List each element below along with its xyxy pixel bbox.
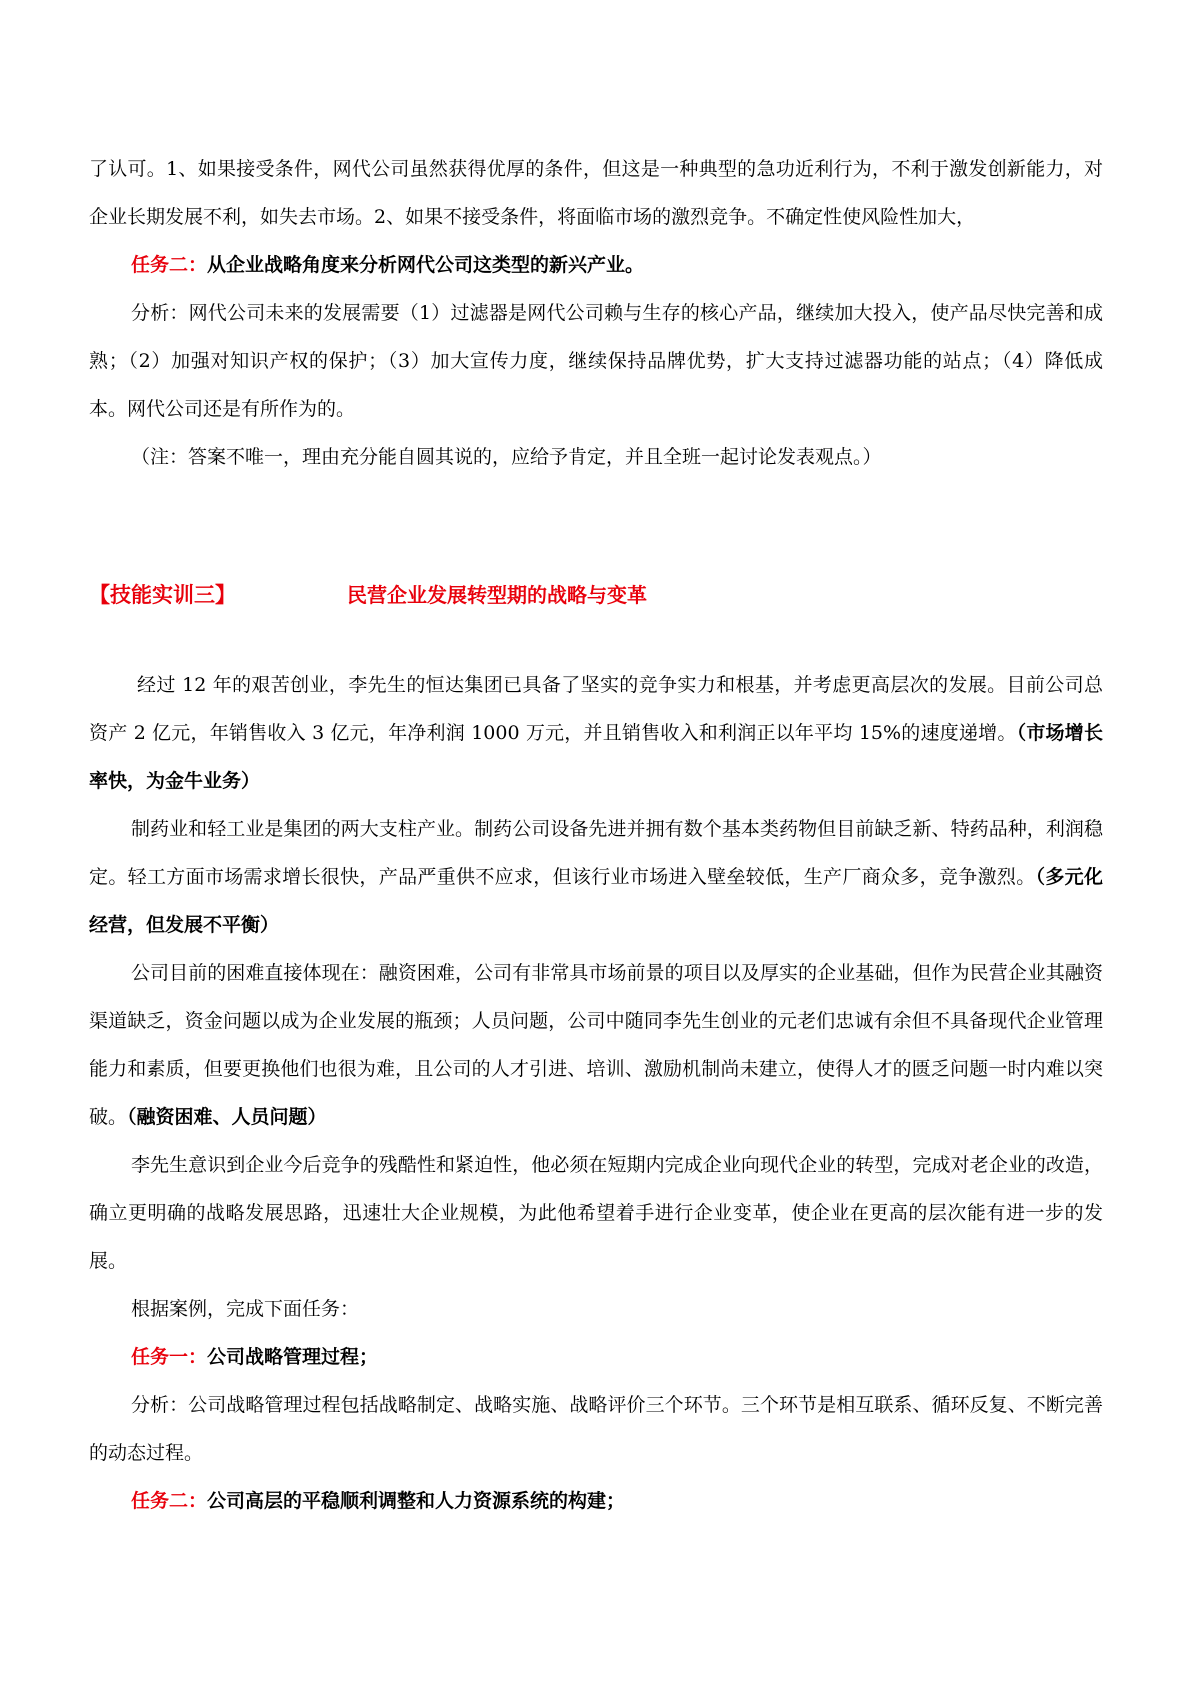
paragraph-text: 根据案例，完成下面任务： xyxy=(131,1298,360,1320)
paragraph-text: 李先生意识到企业今后竞争的残酷性和紧迫性，他必须在短期内完成企业向现代企业的转型，完成对老企业的改造，确立更明确的战略发展思路，迅速壮大企业规模，为此他希望着手进行企业变革，使企业在更高的层次能有进一步的发展。 xyxy=(89,1154,1103,1272)
task-heading xyxy=(89,1333,1103,1381)
paragraph-emphasis: （融资困难、人员问题） xyxy=(127,1106,327,1128)
paragraph-text: 经过 12 年的艰苦创业，李先生的恒达集团已具备了坚实的竞争实力和根基，并考虑更高层次的发展。目前公司总资产 2 亿元，年销售收入 3 亿元，年净利润 1000 万元，并且销售收入和利润正以年平均 15%的速度递增。 xyxy=(89,674,1103,744)
case-paragraph xyxy=(89,1141,1103,1285)
section-label: 【技能实训三】 xyxy=(89,582,236,607)
note-paragraph xyxy=(89,433,1103,481)
task-label: 任务一： xyxy=(131,1346,208,1368)
paragraph-text: 分析：公司战略管理过程包括战略制定、战略实施、战略评价三个环节。三个环节是相互联系、循环反复、不断完善的动态过程。 xyxy=(89,1394,1103,1464)
analysis-paragraph xyxy=(89,289,1103,433)
task-label: 任务二： xyxy=(131,1490,208,1512)
task-text: 从企业战略角度来分析网代公司这类型的新兴产业。 xyxy=(207,254,645,276)
paragraph-text: 了认可。1、如果接受条件，网代公司虽然获得优厚的条件，但这是一种典型的急功近利行为，不利于激发创新能力，对企业长期发展不利，如失去市场。2、如果不接受条件，将面临市场的激烈竞争。不确定性使风险性加大， xyxy=(89,158,1103,228)
analysis-paragraph xyxy=(89,1381,1103,1477)
paragraph-text: 制药业和轻工业是集团的两大支柱产业。制药公司设备先进并拥有数个基本类药物但目前缺乏新、特药品种，利润稳定。轻工方面市场需求增长很快，产品严重供不应求，但该行业市场进入壁垒较低，生产厂商众多，竞争激烈。 xyxy=(89,818,1103,888)
case-paragraph xyxy=(89,949,1103,1141)
task-heading xyxy=(89,1477,1103,1525)
task-text: 公司高层的平稳顺利调整和人力资源系统的构建； xyxy=(207,1490,626,1512)
task-label: 任务二： xyxy=(131,254,208,276)
paragraph-text: 公司目前的困难直接体现在：融资困难，公司有非常具市场前景的项目以及厚实的企业基础，但作为民营企业其融资渠道缺乏，资金问题以成为企业发展的瓶颈；人员问题，公司中随同李先生创业的元老们忠诚有余但不具备现代企业管理能力和素质，但要更换他们也很为难，且公司的人才引进、培训、激励机制尚未建立，使得人才的匮乏问题一时内难以突破。 xyxy=(89,962,1103,1128)
spacer xyxy=(89,481,1103,571)
paragraph-emphasis: （多元化经营，但发展不平衡） xyxy=(89,866,1103,936)
note-text: （注：答案不唯一，理由充分能自圆其说的，应给予肯定，并且全班一起讨论发表观点。） xyxy=(131,446,882,468)
page-content xyxy=(89,145,1103,1525)
task-heading xyxy=(89,241,1103,289)
paragraph-emphasis: （市场增长率快，为金牛业务） xyxy=(89,722,1103,792)
spacer xyxy=(89,619,1103,661)
instruction-paragraph xyxy=(89,1285,1103,1333)
paragraph-continuation xyxy=(89,145,1103,241)
section-title: 民营企业发展转型期的战略与变革 xyxy=(347,583,647,607)
case-paragraph xyxy=(89,805,1103,949)
section-heading xyxy=(89,571,1103,619)
paragraph-text: 分析：网代公司未来的发展需要（1）过滤器是网代公司赖与生存的核心产品，继续加大投入，使产品尽快完善和成熟；（2）加强对知识产权的保护；（3）加大宣传力度，继续保持品牌优势，扩大支持过滤器功能的站点；（4）降低成本。网代公司还是有所作为的。 xyxy=(89,302,1103,420)
case-paragraph xyxy=(89,661,1103,805)
task-text: 公司战略管理过程； xyxy=(207,1346,379,1368)
